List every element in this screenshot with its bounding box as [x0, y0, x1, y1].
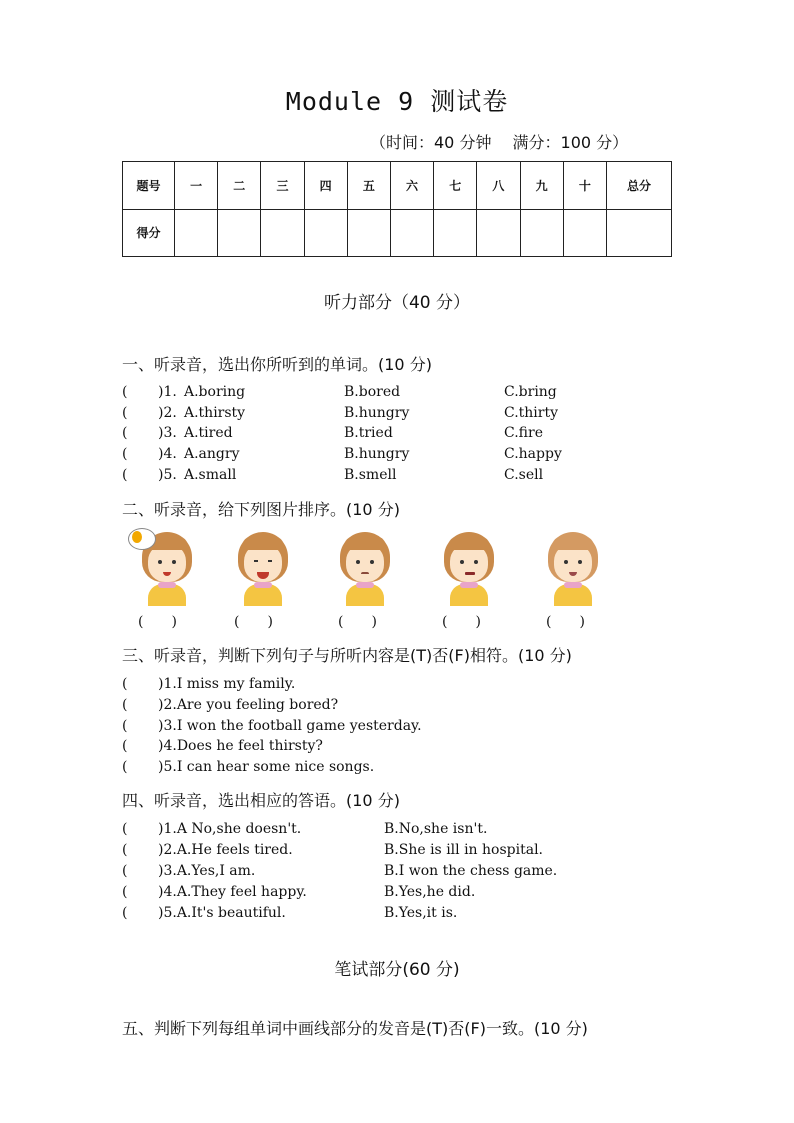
answer-bracket[interactable]: ( — [122, 425, 128, 441]
q2-heading: 二、听录音，给下列图片排序。(10 分) — [122, 500, 400, 519]
score-entry[interactable] — [563, 209, 606, 257]
girl-thinking-image — [134, 530, 200, 606]
q3-statement: )5.I can hear some nice songs. — [158, 759, 375, 775]
q1-item-num: )5. — [158, 467, 177, 483]
q1-item-num: )2. — [158, 405, 177, 421]
q1-option-c: C.sell — [504, 467, 544, 483]
score-cell: 九 — [520, 162, 563, 210]
score-entry[interactable] — [477, 209, 520, 257]
q4-option-b: B.No,she isn't. — [384, 821, 488, 837]
q1-item-num: )4. — [158, 446, 177, 462]
q1-option-c: C.bring — [504, 384, 557, 400]
q4-option-b: B.I won the chess game. — [384, 863, 558, 879]
answer-bracket[interactable]: ( — [122, 718, 128, 734]
q1-item-num: )3. — [158, 425, 177, 441]
q3-statement: )2.Are you feeling bored? — [158, 697, 339, 713]
answer-bracket[interactable]: ( — [122, 863, 128, 879]
picture-order-blank[interactable]: ( ) — [546, 614, 585, 630]
q1-option-b: B.tried — [344, 425, 393, 441]
face-pictures-row — [120, 530, 610, 608]
answer-bracket[interactable]: ( — [122, 405, 128, 421]
page-title: Module 9 测试卷 — [285, 87, 509, 116]
score-entry[interactable] — [218, 209, 261, 257]
q3-statement: )3.I won the football game yesterday. — [158, 718, 422, 734]
q5-heading: 五、判断下列每组单词中画线部分的发音是(T)否(F)一致。(10 分) — [122, 1019, 588, 1038]
score-entry[interactable] — [261, 209, 304, 257]
score-cell: 四 — [304, 162, 347, 210]
q1-option-c: C.happy — [504, 446, 562, 462]
score-table-score-row — [123, 209, 672, 257]
q1-option-c: C.thirty — [504, 405, 559, 421]
score-entry[interactable] — [607, 209, 672, 257]
answer-bracket[interactable]: ( — [122, 821, 128, 837]
q4-option-b: B.Yes,he did. — [384, 884, 476, 900]
picture-order-blank[interactable]: ( ) — [234, 614, 273, 630]
score-cell: 二 — [218, 162, 261, 210]
score-entry[interactable] — [520, 209, 563, 257]
girl-happy-image — [230, 530, 296, 606]
q4-option-a: )5.A.It's beautiful. — [158, 905, 286, 921]
score-entry[interactable] — [175, 209, 218, 257]
score-cell: 六 — [390, 162, 433, 210]
answer-bracket[interactable]: ( — [122, 446, 128, 462]
answer-bracket[interactable]: ( — [122, 676, 128, 692]
girl-sad-image — [332, 530, 398, 606]
score-cell: 三 — [261, 162, 304, 210]
answer-bracket[interactable]: ( — [122, 842, 128, 858]
picture-order-blank[interactable]: ( ) — [138, 614, 177, 630]
q4-option-a: )3.A.Yes,I am. — [158, 863, 256, 879]
answer-bracket[interactable]: ( — [122, 759, 128, 775]
q4-option-a: )4.A.They feel happy. — [158, 884, 307, 900]
answer-bracket[interactable]: ( — [122, 384, 128, 400]
q1-option-a: A.boring — [184, 384, 246, 400]
q1-heading: 一、听录音，选出你所听到的单词。(10 分) — [122, 355, 432, 374]
score-table-header-row — [123, 162, 672, 210]
score-entry[interactable] — [304, 209, 347, 257]
score-entry[interactable] — [347, 209, 390, 257]
q4-option-a: )1.A No,she doesn't. — [158, 821, 302, 837]
picture-order-blank[interactable]: ( ) — [338, 614, 377, 630]
score-table — [122, 161, 672, 257]
q3-statement: )1.I miss my family. — [158, 676, 296, 692]
score-entry[interactable] — [434, 209, 477, 257]
q1-item-num: )1. — [158, 384, 177, 400]
answer-bracket[interactable]: ( — [122, 905, 128, 921]
q3-statement: )4.Does he feel thirsty? — [158, 738, 323, 754]
q4-heading: 四、听录音，选出相应的答语。(10 分) — [122, 791, 400, 810]
girl-angry-image — [436, 530, 502, 606]
answer-bracket[interactable]: ( — [122, 884, 128, 900]
lightbulb-icon — [128, 528, 156, 550]
q1-option-c: C.fire — [504, 425, 543, 441]
score-cell: 七 — [434, 162, 477, 210]
score-cell: 题号 — [123, 162, 175, 210]
score-cell: 总分 — [607, 162, 672, 210]
q4-option-a: )2.A.He feels tired. — [158, 842, 293, 858]
q1-option-b: B.bored — [344, 384, 401, 400]
writing-section-heading: 笔试部分(60 分) — [334, 960, 460, 980]
score-cell: 八 — [477, 162, 520, 210]
q1-option-a: A.small — [184, 467, 237, 483]
exam-info: （时间：40 分钟 满分：100 分） — [370, 133, 629, 152]
q1-option-b: B.hungry — [344, 446, 410, 462]
answer-bracket[interactable]: ( — [122, 738, 128, 754]
listening-section-heading: 听力部分（40 分） — [323, 293, 471, 313]
q1-option-b: B.smell — [344, 467, 397, 483]
score-row-label: 得分 — [123, 209, 175, 257]
q1-option-a: A.angry — [184, 446, 240, 462]
answer-bracket[interactable]: ( — [122, 697, 128, 713]
q4-option-b: B.She is ill in hospital. — [384, 842, 543, 858]
score-cell: 十 — [563, 162, 606, 210]
q1-option-a: A.tired — [184, 425, 233, 441]
score-cell: 一 — [175, 162, 218, 210]
q1-option-b: B.hungry — [344, 405, 410, 421]
score-cell: 五 — [347, 162, 390, 210]
girl-ill-image — [540, 530, 606, 606]
q4-option-b: B.Yes,it is. — [384, 905, 458, 921]
score-entry[interactable] — [390, 209, 433, 257]
picture-order-blank[interactable]: ( ) — [442, 614, 481, 630]
q1-option-a: A.thirsty — [184, 405, 246, 421]
q3-heading: 三、听录音，判断下列句子与所听内容是(T)否(F)相符。(10 分) — [122, 646, 572, 665]
answer-bracket[interactable]: ( — [122, 467, 128, 483]
